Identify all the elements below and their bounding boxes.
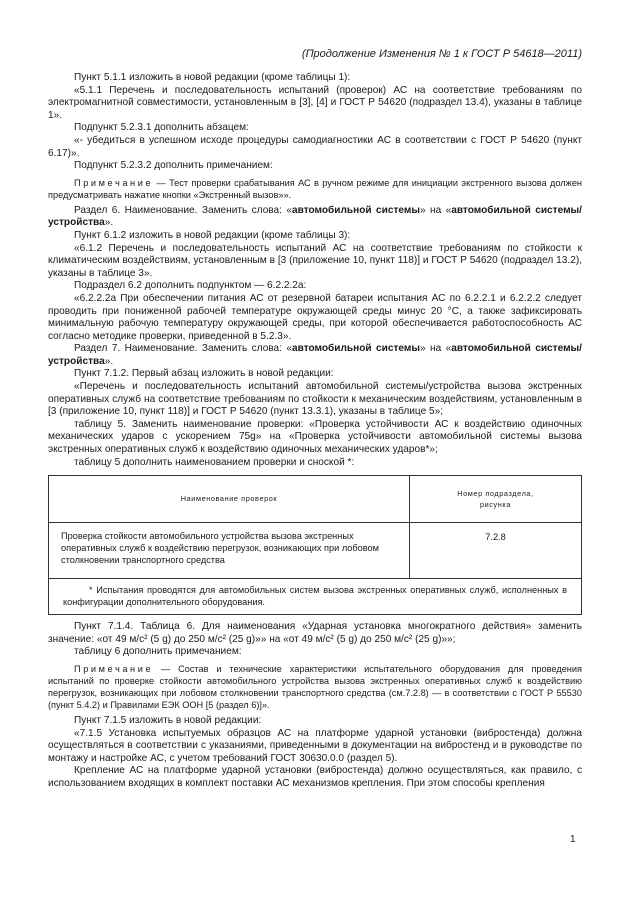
note-text: — Тест проверки срабатывания АС в ручном режиме для инициации экстренного вызова должен предусматривать нажатие кнопки «Экстренный вызов»». bbox=[48, 177, 582, 200]
bold-text: автомобильной системы/устройства bbox=[48, 343, 582, 367]
text-run: Раздел 7. Наименование. Заменить слова: « bbox=[74, 343, 293, 355]
note-label: Примечание bbox=[74, 177, 154, 188]
table-row bbox=[49, 523, 582, 579]
note-text: — Состав и технические характеристики испытательного оборудования для проведения испытаний по проверке стойкости автомобильного устройства вызова экстренных оперативных служб к воздействию перегрузок, возникающих при лобовом столкновении транспортного средства (см.7.2.8) — в соответствии с ГОСТ Р 55530 (пункт 5.4.2) и Правилами ЕЭК ООН [5 (раздел 6)]». bbox=[48, 664, 582, 710]
note-block bbox=[48, 177, 582, 201]
paragraph: Пункт 6.1.2 изложить в новой редакции (кроме таблицы 3): bbox=[74, 229, 351, 241]
table-footnote: * Испытания проводятся для автомобильных систем вызова экстренных оперативных служб, исполненных в конфигурации дополнительного оборудования. bbox=[49, 579, 582, 615]
page-number: 1 bbox=[570, 834, 576, 845]
paragraph bbox=[48, 343, 582, 368]
bold-text: автомобильной системы bbox=[292, 343, 420, 355]
column-header-section bbox=[410, 476, 582, 523]
paragraph: Подпункт 5.2.3.2 дополнить примечанием: bbox=[74, 160, 273, 172]
note-block bbox=[48, 663, 582, 711]
paragraph: «Перечень и последовательность испытаний автомобильной системы/устройства вызова экстренных оперативных служб на соответствие требованиям по стойкости к механическим воздействиям, установленным в [3 (приложение 10, пункт 118)] и ГОСТ Р 54620 (пункт 13.3.1), указаны в таблице 5»; bbox=[48, 381, 582, 418]
paragraph: «6.1.2 Перечень и последовательность испытаний АС на соответствие требованиям по стойкости к климатическим воздействиям, установленным в [3 (приложение 10, пункт 118)] и ГОСТ Р 54620 (подраздел 13.2), указаны в таблице 3». bbox=[48, 242, 582, 279]
bold-text: автомобильной системы/устройства bbox=[48, 204, 582, 229]
table-cell-check-name: Проверка стойкости автомобильного устройства вызова экстренных оперативных служб к воздействию перегрузок, возникающих при лобовом столкновении транспортного средства bbox=[49, 523, 410, 579]
paragraph: таблицу 5 дополнить наименованием проверки и сноской *: bbox=[74, 456, 355, 468]
paragraph: таблицу 6 дополнить примечанием: bbox=[74, 646, 242, 658]
paragraph: таблицу 5. Заменить наименование проверки: «Проверка устойчивости АС к воздействию одиночных механических ударов с ускорением 75g» на «Проверка устойчивости автомобильной системы вызова экстренных оперативных служб к воздействию одиночных механических ударов*»; bbox=[48, 418, 582, 456]
page-header: (Продолжение Изменения № 1 к ГОСТ Р 54618—2011) bbox=[301, 48, 582, 60]
checks-table bbox=[48, 475, 582, 615]
text-run: ». bbox=[104, 217, 114, 229]
header-line: рисунка bbox=[479, 500, 512, 510]
table-header-row bbox=[49, 476, 582, 523]
paragraph: Пункт 7.1.2. Первый абзац изложить в новой редакции: bbox=[74, 368, 334, 380]
paragraph: Крепление АС на платформе ударной установки (вибростенда) должно осуществляться, как правило, с использованием входящих в комплект поставки АС механизмов крепления. При этом способы крепления bbox=[48, 765, 582, 789]
table-footnote-row bbox=[49, 579, 582, 615]
paragraph bbox=[48, 205, 582, 230]
bold-text: автомобильной системы bbox=[292, 204, 420, 216]
column-header-checks: Наименование проверок bbox=[49, 476, 410, 523]
paragraph: Пункт 7.1.5 изложить в новой редакции: bbox=[74, 715, 262, 726]
table-cell-section-ref: 7.2.8 bbox=[410, 523, 582, 579]
header-line: Номер подраздела, bbox=[457, 489, 534, 499]
paragraph: «- убедиться в успешном исходе процедуры самодиагностики АС в соответствии с ГОСТ Р 54620 (пункт 6.17)». bbox=[48, 134, 582, 159]
paragraph: Подраздел 6.2 дополнить подпунктом — 6.2.2.2а: bbox=[74, 280, 307, 292]
text-run: » на « bbox=[419, 343, 452, 355]
paragraph: «5.1.1 Перечень и последовательность испытаний (проверок) АС на соответствие требованиям по электромагнитной совместимости, установленным в [3], [4] и ГОСТ Р 54620 (подраздел 13.4), указаны в таблице 1». bbox=[48, 84, 582, 121]
text-run: ». bbox=[104, 355, 114, 367]
text-run: » на « bbox=[419, 204, 452, 216]
paragraph: «7.1.5 Установка испытуемых образцов АС на платформе ударной установки (вибростенда) должна осуществляться в соответствии с указаниями, приведенными в документации на вибростенд и в руководстве по монтажу и настройке АС, с учетом требований ГОСТ 30630.0.0 (раздел 5). bbox=[48, 727, 582, 764]
paragraph: «6.2.2.2а При обеспечении питания АС от резервной батареи испытания АС по 6.2.2.1 и 6.2.2.2 следует проводить при пониженной рабочей температуре окружающей среды минус 20 °С, а также зафиксировать минимальную рабочую температуру окружающей среды, при которой обеспечивается работоспособность АС согласно методике проверки, приведенной в 5.2.3». bbox=[48, 292, 582, 342]
paragraph: Пункт 7.1.4. Таблица 6. Для наименования «Ударная установка многократного действия» заменить значение: «от 49 м/с² (5 g) до 250 м/с² (25 g)»» на «от 49 м/с² (5 g) до 250 м/с² (25 g)»»; bbox=[48, 621, 582, 645]
note-label: Примечание bbox=[74, 664, 154, 674]
main-content bbox=[48, 72, 582, 791]
paragraph: Подпункт 5.2.3.1 дополнить абзацем: bbox=[74, 122, 249, 134]
text-run: Раздел 6. Наименование. Заменить слова: « bbox=[74, 204, 293, 216]
paragraph: Пункт 5.1.1 изложить в новой редакции (кроме таблицы 1): bbox=[74, 72, 351, 83]
